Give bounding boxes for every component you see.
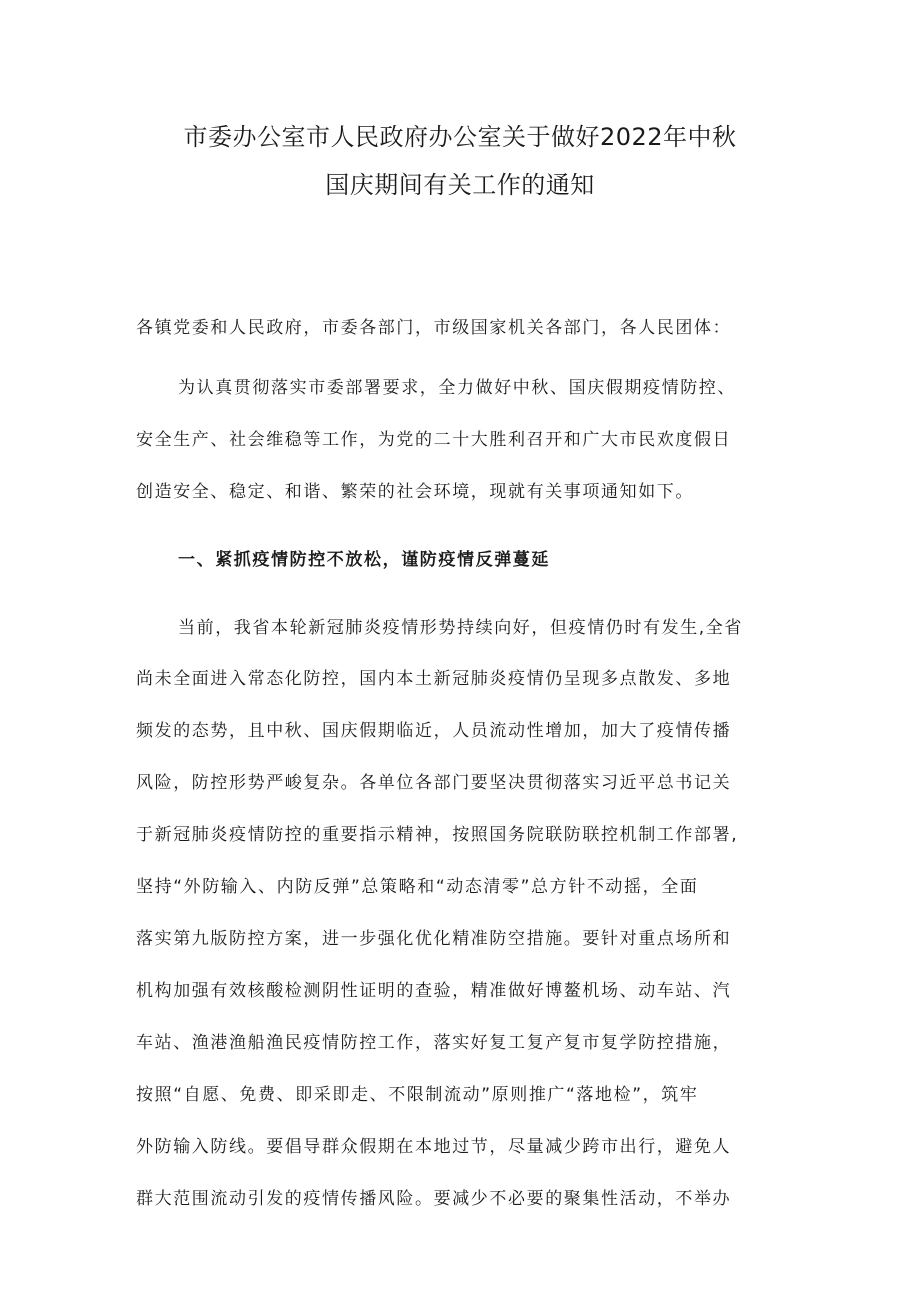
section-heading: 一、紧抓疫情防控不放松，谨防疫情反弹蔓延 (178, 550, 550, 570)
paragraph-line: 风险，防控形势严峻复杂。各单位各部门要坚决贯彻落实习近平总书记关 (136, 773, 732, 793)
paragraph-line: 于新冠肺炎疫情防控的重要指示精神，按照国务院联防联控机制工作部署, (136, 825, 739, 845)
document-title-line-2: 国庆期间有关工作的通知 (325, 171, 595, 199)
salutation: 各镇党委和人民政府，市委各部门，市级国家机关各部门，各人民团体： (136, 318, 732, 338)
paragraph-line: 当前，我省本轮新冠肺炎疫情形势持续向好，但疫情仍时有发生,全省 (178, 618, 744, 638)
paragraph-line: 车站、渔港渔船渔民疫情防控工作，落实好复工复产复市复学防控措施， (136, 1033, 732, 1053)
paragraph-line: 落实第九版防控方案，进一步强化优化精准防空措施。要针对重点场所和 (136, 929, 732, 949)
paragraph-line: 创造安全、稳定、和谐、繁荣的社会环境，现就有关事项通知如下。 (136, 482, 694, 502)
paragraph-line: 机构加强有效核酸检测阴性证明的查验，精准做好博鳌机场、动车站、汽 (136, 981, 732, 1001)
paragraph-line: 群大范围流动引发的疫情传播风险。要减少不必要的聚集性活动，不举办 (136, 1189, 732, 1209)
paragraph-line: 尚未全面进入常态化防控，国内本土新冠肺炎疫情仍呈现多点散发、多地 (136, 669, 732, 689)
paragraph-line: 按照“自愿、免费、即采即走、不限制流动”原则推广“落地检”，筑牢 (136, 1085, 699, 1105)
paragraph-line: 频发的态势，且中秋、国庆假期临近，人员流动性增加，加大了疫情传播 (136, 721, 732, 741)
paragraph-line: 为认真贯彻落实市委部署要求，全力做好中秋、国庆假期疫情防控、 (178, 378, 736, 398)
paragraph-line: 坚持“外防输入、内防反弹”总策略和“动态清零”总方针不动摇，全面 (136, 877, 699, 897)
document-title-line-1: 市委办公室市人民政府办公室关于做好2022年中秋 (183, 123, 737, 151)
paragraph-line: 安全生产、社会维稳等工作，为党的二十大胜利召开和广大市民欢度假日 (136, 430, 732, 450)
paragraph-line: 外防输入防线。要倡导群众假期在本地过节，尽量减少跨市出行，避免人 (136, 1137, 732, 1157)
